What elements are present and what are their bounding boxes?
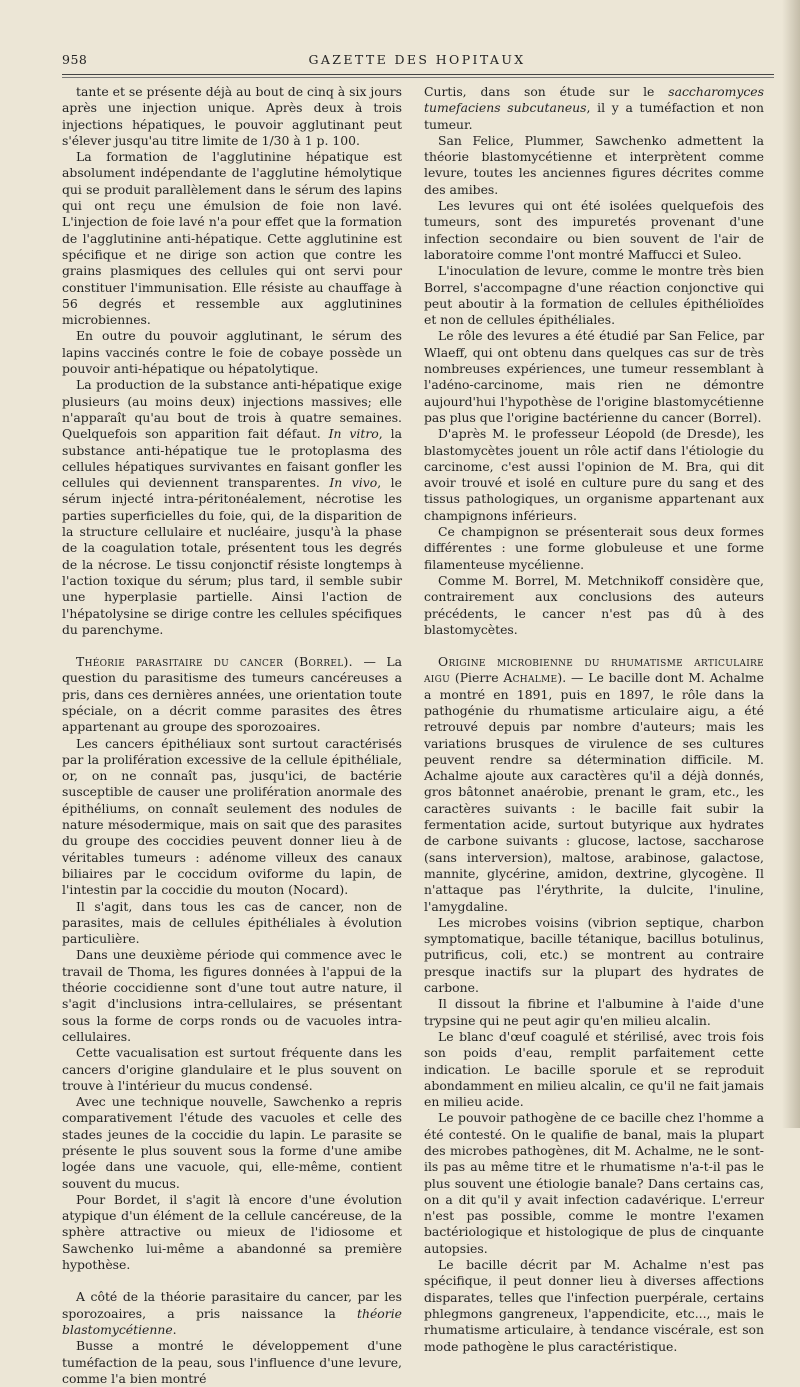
paragraph: La formation de l'agglutinine hépatique est absolument indépendante de l'agglutine hémolytique qui se produit parallèlement dans le sérum des lapins qui ont reçu une émulsion de foie non lavé. L'injection de foie lavé n'a pour effet que la formation de l'agglutinine anti-hépatique. Cette agglutinine est spécifique et ne dirige son action que contre les grains plasmiques des cellules qui ont servi pour constituer l'immunisation. Elle résiste au chauffage à 56 degrés et ressemble aux agglutinines microbiennes. — [62, 149, 402, 328]
italic-text: In vitro — [328, 426, 379, 442]
paragraph: Le blanc d'œuf coagulé et stérilisé, avec trois fois son poids d'eau, remplit parfaitement cette indication. Le bacille sporule et se reproduit abondamment en milieu alcalin, ce qu'il ne fait jamais en milieu acide. — [424, 1028, 764, 1110]
paragraph: Dans une deuxième période qui commence avec le travail de Thoma, les figures données à l'appui de la théorie coccidienne sont d'une tout autre nature, il s'agit d'inclusions intra-cellulaires, se présentant sous la forme de corps ronds ou de vacuoles intra-cellulaires. — [62, 947, 402, 1044]
paragraph: San Felice, Plummer, Sawchenko admettent la théorie blastomycétienne et interprètent comme levure, toutes les anciennes figures décrites comme des amibes. — [424, 132, 764, 197]
text-run: (Pierre — [450, 670, 504, 686]
left-column — [62, 84, 402, 1387]
small-caps-text: Théorie parasitaire du cancer (Borrel). — [76, 654, 353, 670]
paragraph: Cette vacualisation est surtout fréquente dans les cancers d'origine glandulaire et le plus souvent on trouve à l'intérieur du mucus condensé. — [62, 1045, 402, 1093]
italic-text: théorie blastomycétienne — [62, 1305, 402, 1337]
page-number: 958 — [62, 52, 88, 67]
paragraph: Busse a montré le développement d'une tuméfaction de la peau, sous l'influence d'une levure, comme l'a bien montré — [62, 1338, 402, 1386]
paragraph: Le rôle des levures a été étudié par San Felice, par Wlaeff, qui ont obtenu dans quelques cas sur de très nombreuses expériences, une tumeur ressemblant à l'adéno-carcinome, mais rien ne démontre aujourd'hui l'hypothèse de l'origine blastomycétienne pas plus que l'origine bactérienne du cancer (Borrel). — [424, 328, 764, 425]
paragraph — [424, 654, 764, 915]
header-rule-secondary — [62, 77, 774, 78]
paragraph: Le bacille décrit par M. Achalme n'est pas spécifique, il peut donner lieu à diverses affections disparates, telles que l'infection puerpérale, certains phlegmons gangreneux, l'appendicite, etc..., mais le rhumatisme articulaire, à tendance viscérale, est son mode pathogène le plus caractéristique. — [424, 1257, 764, 1354]
small-caps-text: Achalme — [503, 670, 558, 686]
paragraph: Avec une technique nouvelle, Sawchenko a repris comparativement l'étude des vacuoles et celle des stades jeunes de la coccidie du lapin. Le parasite se présente le plus souvent sous la forme d'une amibe logée dans une vacuole, qui, elle-même, contient souvent du mucus. — [62, 1094, 402, 1191]
paragraph: Ce champignon se présenterait sous deux formes différentes : une forme globuleuse et une forme filamenteuse mycélienne. — [424, 524, 764, 572]
paragraph: En outre du pouvoir agglutinant, le sérum des lapins vaccinés contre le foie de cobaye possède un pouvoir anti-hépatique ou hépatolytique. — [62, 328, 402, 377]
text-run: La production de la substance anti-hépatique exige plusieurs (au moins deux) injections massives; elle n'apparaît qu'au bout de trois à quatre semaines. Quelquefois son apparition fait défaut. — [62, 377, 402, 442]
paragraph — [62, 654, 402, 735]
text-run: , la substance anti-hépatique tue le protoplasma des cellules hépatiques survivantes en faisant gonfler les cellules qui deviennent transparentes. — [62, 426, 402, 491]
text-run: A côté de la théorie parasitaire du cancer, par les sporozoaires, a pris naissance la — [62, 1289, 402, 1321]
header-rule — [62, 74, 774, 75]
paragraph — [62, 1289, 402, 1338]
page-edge-shadow — [782, 0, 800, 1128]
text-run: , le sérum injecté intra-péritonéalement, nécrotise les parties superficielles du foie, qui, de la disparition de la structure cellulaire et nucléaire, jusqu'à la phase de la coagulation totale, présentent tous les degrés de la nécrose. Le tissu conjonctif résiste longtemps à l'action toxique du sérum; plus tard, il semble subir une hyperplasie partielle. Ainsi l'action de l'hépatolysine se dirige contre les cellules spécifiques du parenchyme. — [62, 475, 402, 637]
paragraph — [424, 84, 764, 133]
paragraph: Les levures qui ont été isolées quelquefois des tumeurs, sont des impuretés provenant d'une infection secondaire ou bien souvent de l'air de laboratoire comme l'ont montré Maffucci et Suleo. — [424, 198, 764, 262]
text-run: Curtis, dans son étude sur le — [424, 84, 669, 99]
paragraph: Il dissout la fibrine et l'albumine à l'aide d'une trypsine qui ne peut agir qu'en milieu alcalin. — [424, 996, 764, 1028]
paragraph — [62, 377, 402, 638]
paragraph: tante et se présente déjà au bout de cinq à six jours après une injection unique. Après deux à trois injections hépatiques, le pouvoir agglutinant peut s'élever jusqu'au titre limite de 1/30 à 1 p. 100. — [62, 84, 402, 148]
paragraph: Il s'agit, dans tous les cas de cancer, non de parasites, mais de cellules épithéliales à évolution particulière. — [62, 898, 402, 947]
page-header — [62, 52, 772, 72]
paragraph: L'inoculation de levure, comme le montre très bien Borrel, s'accompagne d'une réaction conjonctive qui peut aboutir à la formation de cellules épithélioïdes et non de cellules épithéliales. — [424, 263, 764, 328]
paragraph: D'après M. le professeur Léopold (de Dresde), les blastomycètes jouent un rôle actif dans l'étiologie du carcinome, c'est aussi l'opinion de M. Bra, qui dit avoir trouvé et isolé en culture pure du sang et des tissus pathologiques, un organisme appartenant aux champignons inférieurs. — [424, 426, 764, 523]
paragraph: Comme M. Borrel, M. Metchnikoff considère que, contrairement aux conclusions des auteurs précédents, le cancer n'est pas dû à des blastomycètes. — [424, 572, 764, 637]
paragraph: Les cancers épithéliaux sont surtout caractérisés par la prolifération excessive de la cellule épithéliale, or, on ne connaît pas, jusqu'ici, de bactérie susceptible de causer une prolifération anormale des épithéliums, on connaît seulement des nodules de nature mésodermique, mais on sait que des parasites du groupe des coccidies peuvent donner lieu à de véritables tumeurs : adénome villeux des canaux biliaires par le coccidum oviforme du lapin, de l'intestin par la coccidie du mouton (Nocard). — [62, 735, 402, 898]
paragraph: Pour Bordet, il s'agit là encore d'une évolution atypique d'un élément de la cellule cancéreuse, de la sphère attractive ou mieux de l'idiosome et Sawchenko lui-même a abandonné sa première hypothèse. — [62, 1191, 402, 1273]
right-column — [424, 84, 764, 1355]
paragraph: Les microbes voisins (vibrion septique, charbon symptomatique, bacille tétanique, bacillus botulinus, putrificus, coli, etc.) se montrent au contraire presque inactifs sur la plupart des hydrates de carbone. — [424, 914, 764, 996]
italic-text: saccharomyces tumefaciens subcutaneus — [424, 84, 764, 116]
text-run: — La question du parasitisme des tumeurs cancéreuses a pris, dans ces dernières années, une orientation toute spéciale, on a décrit comme parasites des êtres appartenant au groupe des sporozoaires. — [62, 654, 402, 735]
text-run: . — [172, 1321, 177, 1337]
running-title: GAZETTE DES HOPITAUX — [308, 52, 526, 67]
italic-text: In vivo — [329, 475, 378, 491]
paragraph: Le pouvoir pathogène de ce bacille chez l'homme a été contesté. On le qualifie de banal, mais la plupart des microbes pathogènes, dit M. Achalme, ne le sont-ils pas au même titre et le rhumatisme n'a-t-il pas le plus souvent une étiologie banale? Dans certains cas, on a dit qu'il y avait infection cadavérique. L'erreur n'est pas possible, comme le montre l'examen bactériologique et histologique de plus de cinquante autopsies. — [424, 1110, 764, 1256]
text-run: ). — Le bacille dont M. Achalme a montré en 1891, puis en 1897, le rôle dans la pathogénie du rhumatisme articulaire aigu, a été retrouvé depuis par nombre d'auteurs; mais les variations brusques de virulence de ses cultures peuvent rendre sa détermination difficile. M. Achalme ajoute aux caractères qu'il a déjà donnés, gros bâtonnet anaérobie, prenant le gram, etc., les caractères suivants : le bacille fait subir la fermentation acide, surtout butyrique aux hydrates de carbone suivants : glucose, lactose, saccharose (sans interversion), maltose, arabinose, galactose, mannite, glycérine, amidon, dextrine, glycogène. Il n'attaque pas l'érythrite, la dulcite, l'inuline, l'amygdaline. — [424, 670, 764, 914]
small-caps-text: Origine microbienne du rhumatisme articulaire aigu — [424, 654, 764, 686]
text-run: , il y a tuméfaction et non tumeur. — [424, 100, 764, 132]
